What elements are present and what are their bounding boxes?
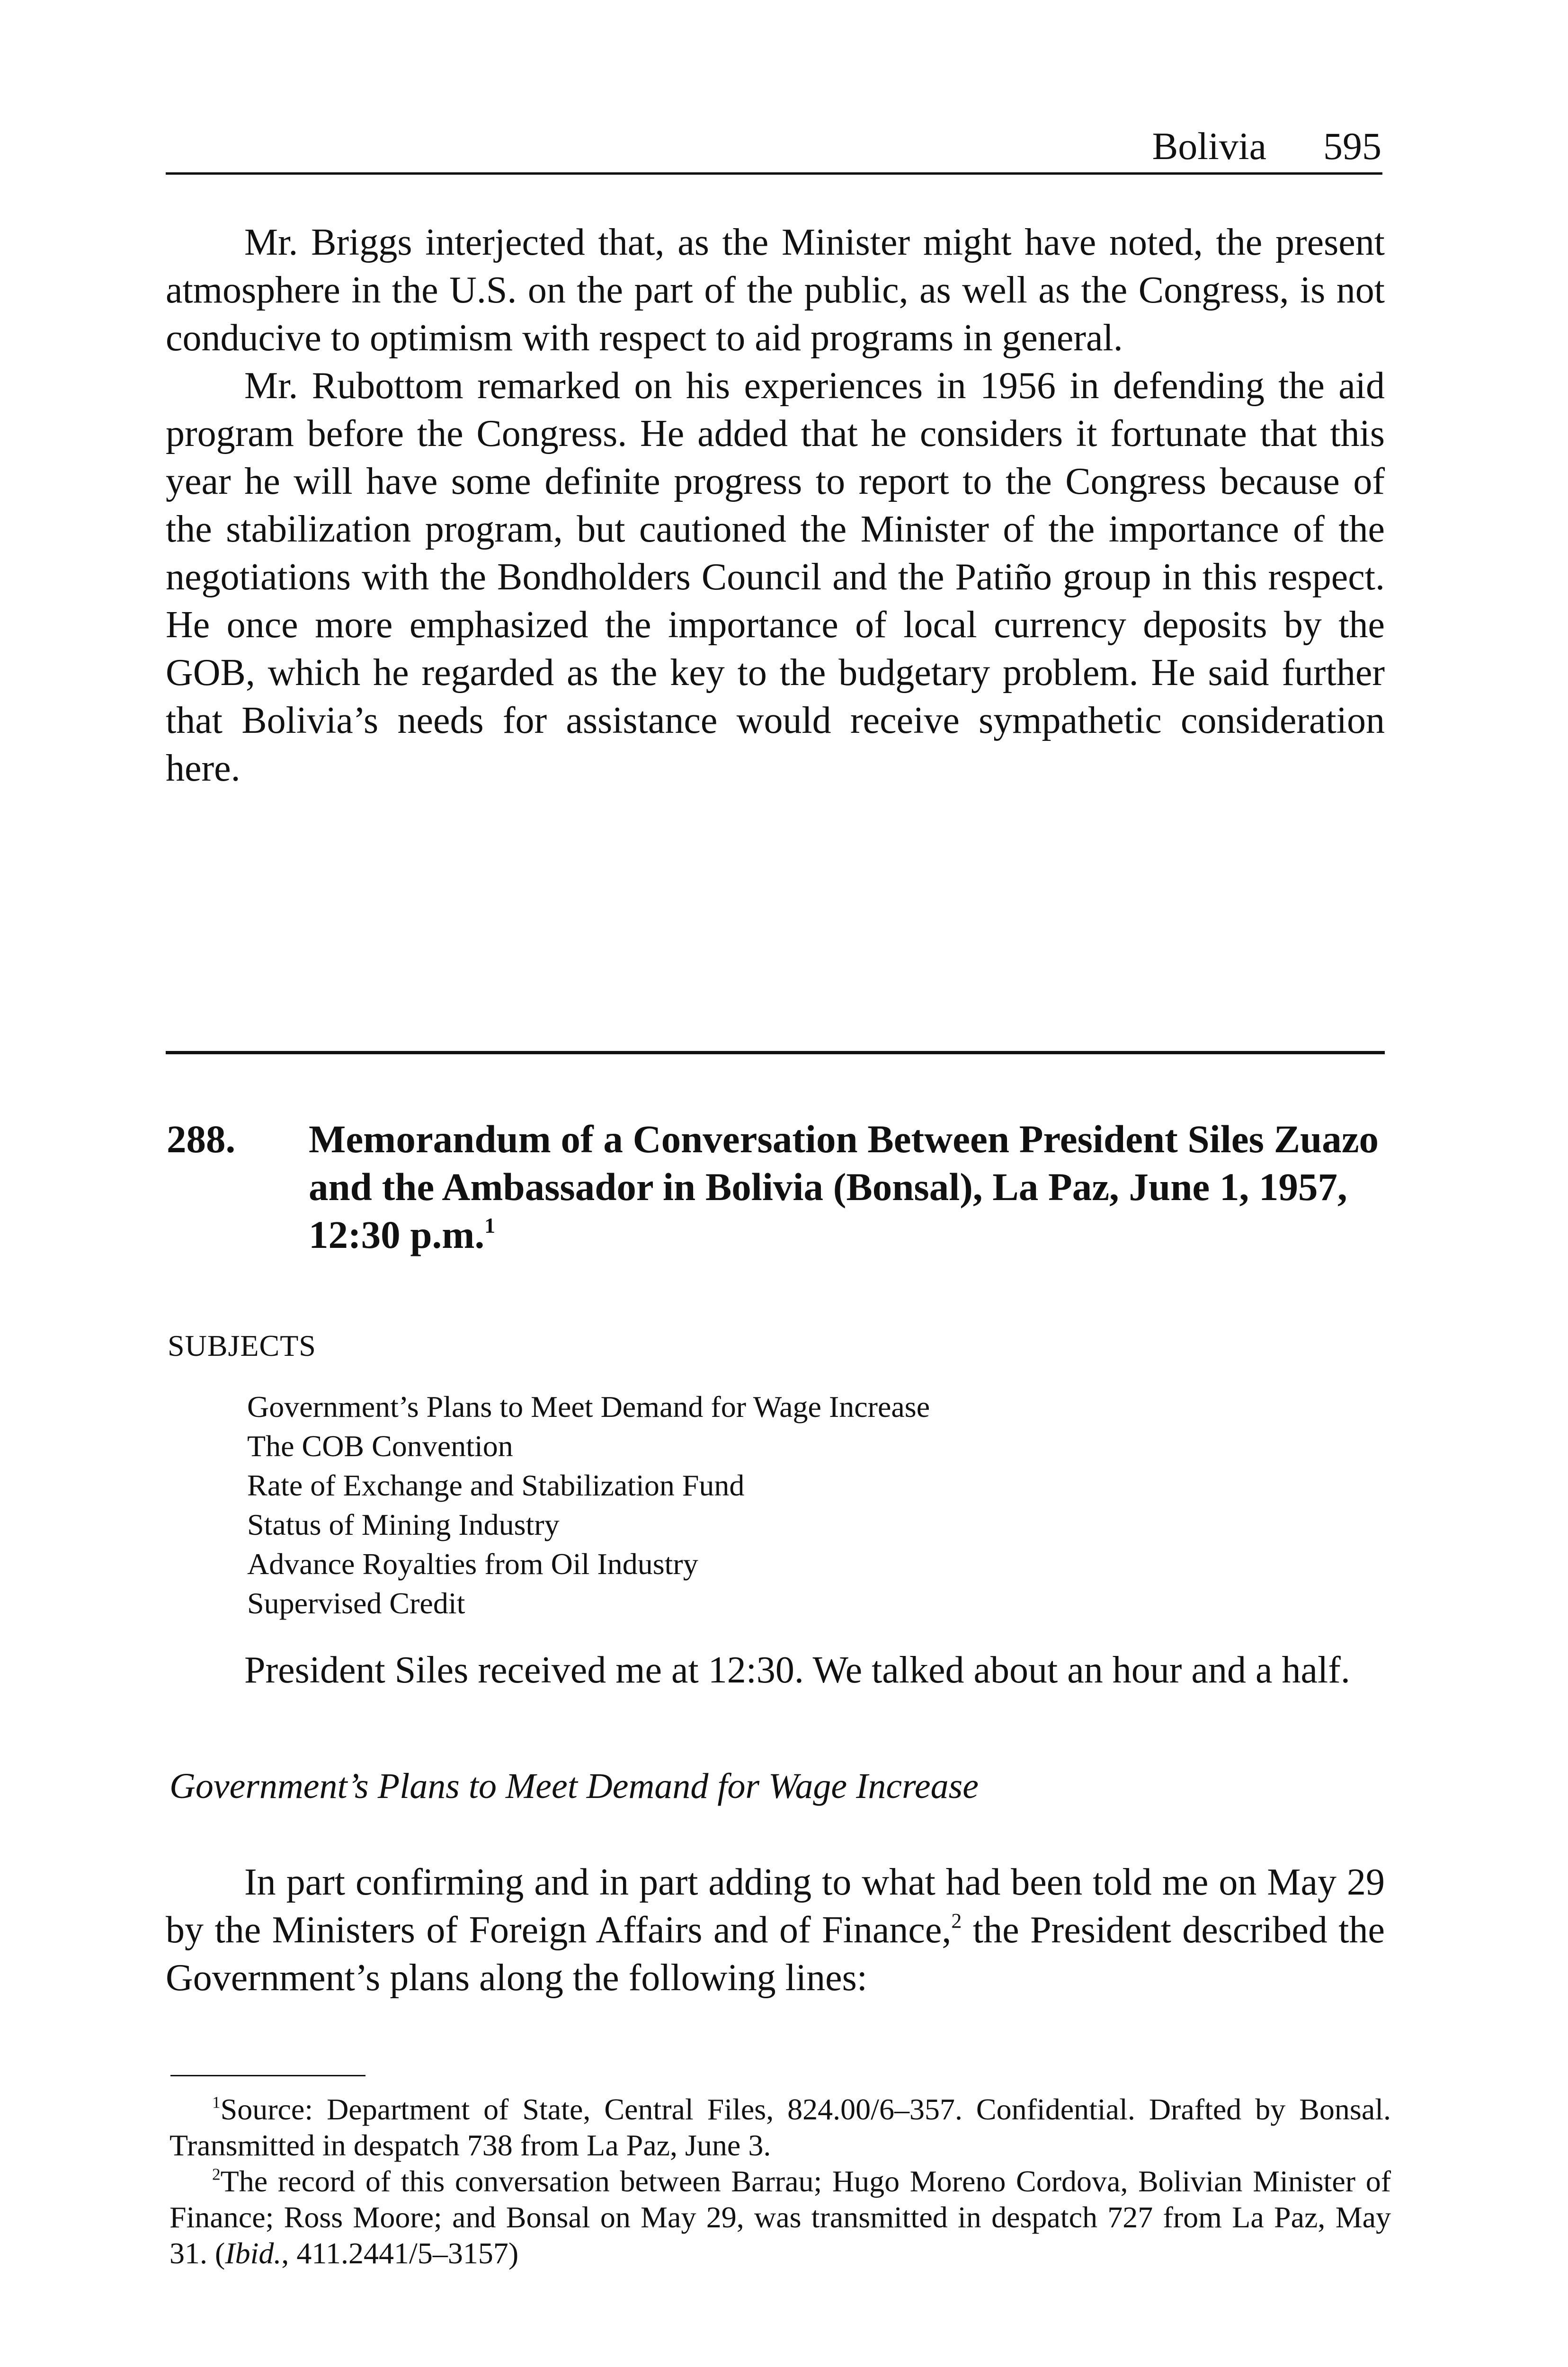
subjects-heading: SUBJECTS bbox=[168, 1329, 316, 1362]
footnote-rule bbox=[170, 2075, 365, 2076]
paragraph-rubottom: Mr. Rubottom remarked on his experiences in 1956 in defending the aid program before the Congress. He added that he considers it fortunate that this year he will have some definite progress to report to the Congress because of the stabilization program, but cautioned the Minister of the importance of the negotiations with the Bondholders Council and the Patiño group in this respect. He once more emphasized the importance of local currency deposits by the GOB, which he regarded as the key to the budgetary problem. He said further that Bolivia’s needs for assistance would receive sympathetic consideration here. bbox=[166, 365, 1385, 789]
subjects-list bbox=[247, 1387, 930, 1623]
subject-item: Status of Mining Industry bbox=[247, 1508, 560, 1541]
section-divider bbox=[166, 1051, 1385, 1054]
footnote-text: The record of this conversation between Barrau; Hugo Moreno Cordova, Bolivian Minister of Finance; Ross Moore; and Bonsal on May 29, was transmitted in despatch 727 from La Paz, May 31. ( bbox=[169, 2164, 1391, 2270]
footnote-text: Source: Department of State, Central Files, 824.00/6–357. Confidential. Drafted by Bonsal. Transmitted in despatch 738 from La Paz, June 3. bbox=[169, 2092, 1391, 2162]
section-paragraph bbox=[166, 1859, 1385, 2002]
top-paragraphs bbox=[166, 219, 1385, 792]
subject-item: Government’s Plans to Meet Demand for Wage Increase bbox=[247, 1390, 930, 1424]
footnote-marker: 1 bbox=[212, 2093, 221, 2112]
footnote-2 bbox=[169, 2163, 1391, 2271]
footnote-text-cont: , 411.2441/5–3157) bbox=[281, 2236, 519, 2270]
document-title-text: Memorandum of a Conversation Between President Siles Zuazo and the Ambassador in Bolivia (Bonsal), La Paz, June 1, 1957, 12:30 p.m. bbox=[309, 1117, 1379, 1256]
footnotes bbox=[169, 2091, 1391, 2271]
section-paragraph-text: In part confirming and in part adding to what had been told me on May 29 by the Ministers of Foreign Affairs and of Finance, bbox=[166, 1861, 1385, 1951]
opening-block bbox=[166, 1646, 1385, 1694]
document-number: 288. bbox=[167, 1117, 236, 1161]
running-title: Bolivia bbox=[1152, 125, 1266, 168]
paragraph-briggs: Mr. Briggs interjected that, as the Minister might have noted, the present atmosphere in the U.S. on the part of the public, as well as the Congress, is not conducive to optimism with respect to aid programs in general. bbox=[166, 222, 1385, 359]
subject-item: Supervised Credit bbox=[247, 1586, 465, 1620]
opening-paragraph: President Siles received me at 12:30. We talked about an hour and a half. bbox=[244, 1649, 1350, 1691]
footnote-ref-2: 2 bbox=[951, 1909, 962, 1933]
subject-item: Rate of Exchange and Stabilization Fund bbox=[247, 1468, 745, 1502]
footnote-1 bbox=[169, 2091, 1391, 2163]
subject-item: The COB Convention bbox=[247, 1429, 513, 1463]
page-number: 595 bbox=[1323, 125, 1381, 168]
footnote-ibid: Ibid. bbox=[225, 2236, 282, 2270]
section-paragraph-text-cont: the President described the Government’s plans along the following lines: bbox=[166, 1909, 1385, 1999]
section-heading: Government’s Plans to Meet Demand for Wage Increase bbox=[169, 1766, 979, 1806]
subject-item: Advance Royalties from Oil Industry bbox=[247, 1547, 698, 1581]
document-title bbox=[309, 1115, 1388, 1259]
header-rule bbox=[166, 172, 1382, 175]
footnote-marker: 2 bbox=[212, 2165, 221, 2184]
footnote-ref-1: 1 bbox=[484, 1213, 496, 1238]
section-block bbox=[166, 1859, 1385, 2002]
running-header bbox=[166, 127, 1381, 166]
